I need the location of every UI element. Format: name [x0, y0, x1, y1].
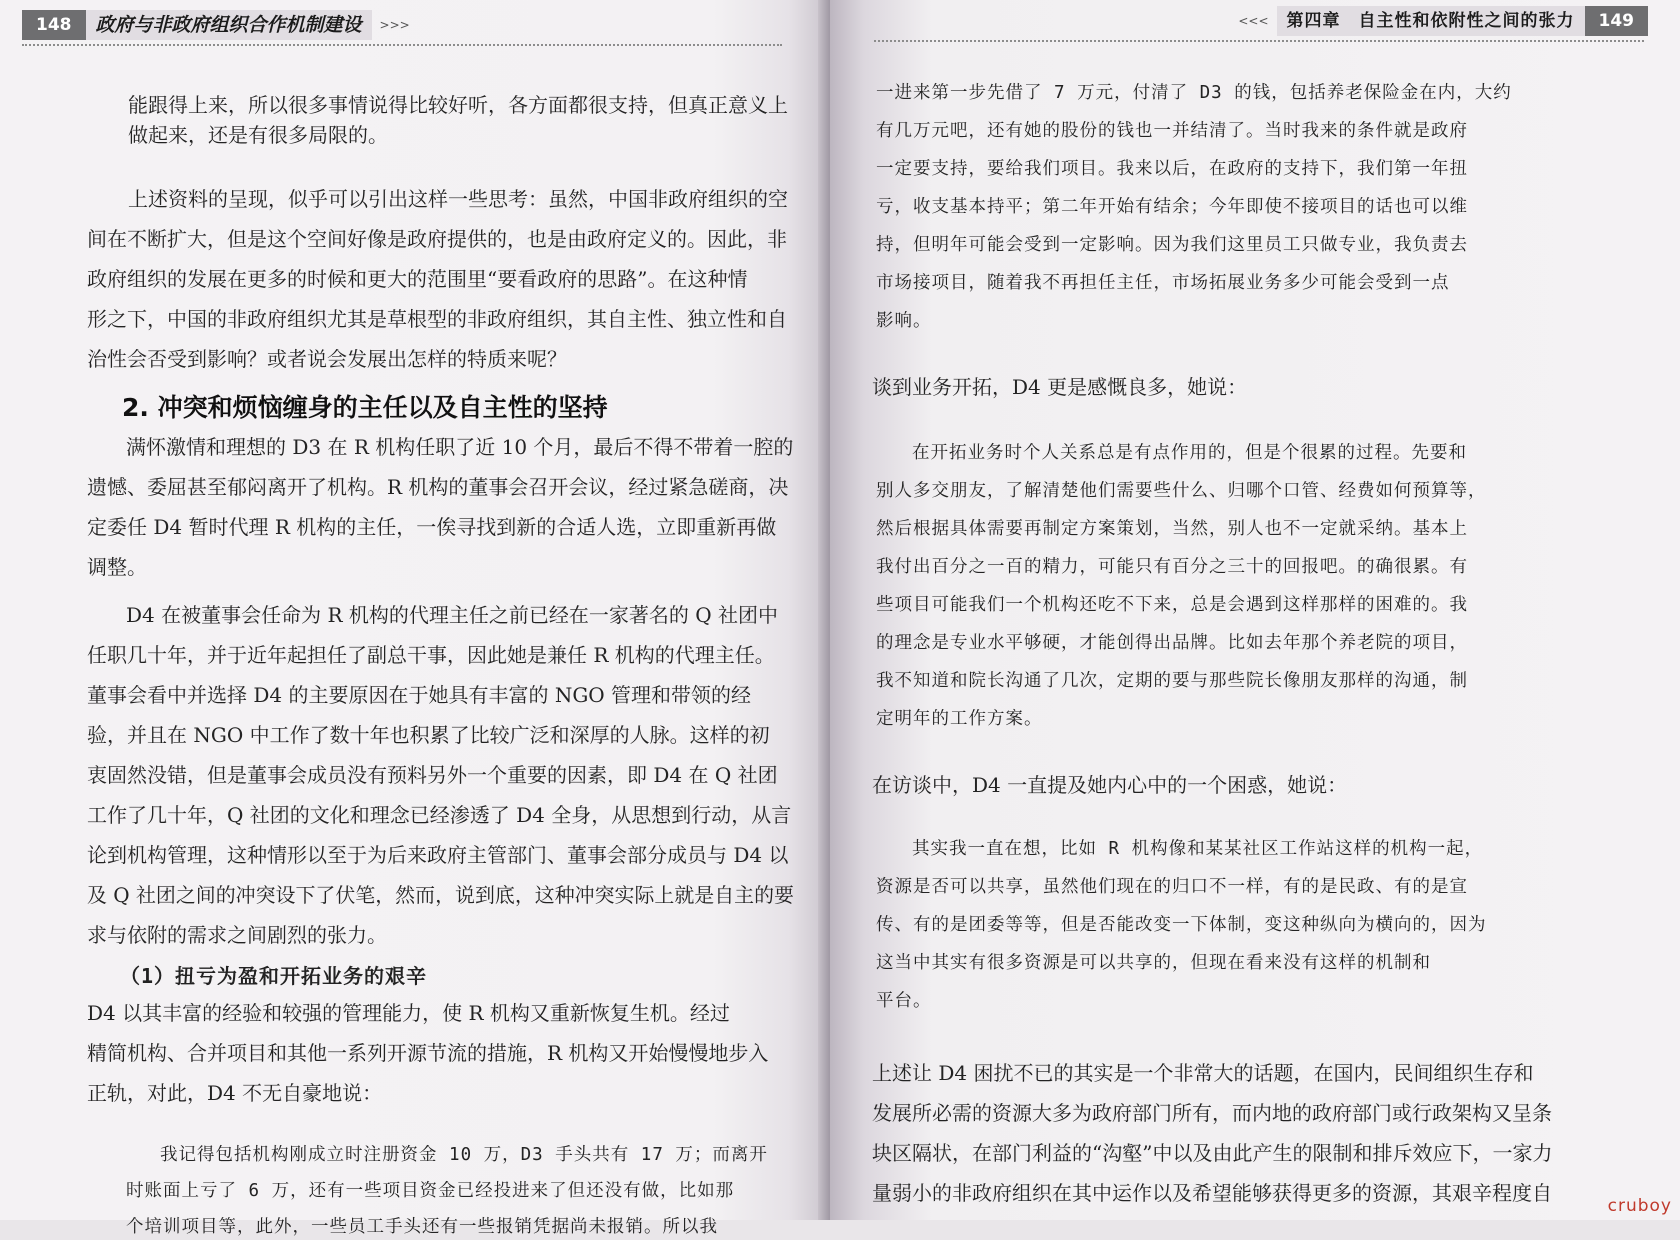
right-quote-line: 一进来第一步先借了 7 万元，付清了 D3 的钱，包括养老保险金在内，大约	[876, 83, 1512, 103]
left-quote-line: 我记得包括机构刚成立时注册资金 10 万，D3 手头共有 17 万；而离开	[160, 1145, 768, 1165]
left-line: 能跟得上来，所以很多事情说得比较好听，各方面都很支持，但真正意义上	[128, 93, 788, 117]
scan-watermark: cruboy	[1607, 1196, 1672, 1216]
left-line: 调整。	[87, 555, 147, 579]
left-line: 做起来，还是有很多局限的。	[128, 123, 388, 147]
left-line: 任职几十年，并于近年起担任了副总干事，因此她是兼任 R 机构的代理主任。	[87, 643, 775, 667]
left-line: 论到机构管理，这种情形以至于为后来政府主管部门、董事会部分成员与 D4 以	[87, 843, 789, 867]
left-line: 间在不断扩大，但是这个空间好像是政府提供的，也是由政府定义的。因此，非	[87, 227, 787, 251]
left-line: 精简机构、合并项目和其他一系列开源节流的措施，R 机构又开始慢慢地步入	[87, 1041, 769, 1065]
left-line: 工作了几十年，Q 社团的文化和理念已经渗透了 D4 全身，从思想到行动，从言	[87, 803, 792, 827]
right-quote-line: 持，但明年可能会受到一定影响。因为我们这里员工只做专业，我负责去	[876, 235, 1468, 255]
right-quote-line: 资源是否可以共享，虽然他们现在的归口不一样，有的是民政、有的是宣	[876, 877, 1468, 897]
right-line: 上述让 D4 困扰不已的其实是一个非常大的话题，在国内，民间组织生存和	[872, 1061, 1534, 1085]
right-quote-line: 然后根据具体需要再制定方案策划，当然，别人也不一定就采纳。基本上	[876, 519, 1468, 539]
left-running-title: 政府与非政府组织合作机制建设	[86, 10, 372, 40]
left-line: D4 以其丰富的经验和较强的管理能力，使 R 机构又重新恢复生机。经过	[87, 1001, 730, 1025]
right-quote-line: 亏，收支基本持平；第二年开始有结余；今年即使不接项目的话也可以维	[876, 197, 1468, 217]
right-quote-line: 市场接项目，随着我不再担任主任，市场拓展业务多少可能会受到一点	[876, 273, 1450, 293]
right-quote-line: 有几万元吧，还有她的股份的钱也一并结清了。当时我来的条件就是政府	[876, 121, 1468, 141]
right-quote-line: 我不知道和院长沟通了几次，定期的要与那些院长像朋友那样的沟通，制	[876, 671, 1468, 691]
right-quote-line: 我付出百分之一百的精力，可能只有百分之三十的回报吧。的确很累。有	[876, 557, 1468, 577]
left-header-arrows: >>>	[379, 18, 410, 32]
right-quote-line: 这当中其实有很多资源是可以共享的，但现在看来没有这样的机制和	[876, 953, 1431, 973]
right-page	[830, 0, 1680, 1220]
right-header-rule	[874, 40, 1644, 42]
section-heading: 2. 冲突和烦恼缠身的主任以及自主性的坚持	[122, 393, 608, 422]
right-quote-line: 在开拓业务时个人关系总是有点作用的，但是个很累的过程。先要和	[912, 443, 1467, 463]
left-quote-line: 时账面上亏了 6 万，还有一些项目资金已经投进来了但还没有做，比如那	[126, 1181, 735, 1201]
right-quote-line: 一定要支持，要给我们项目。我来以后，在政府的支持下，我们第一年扭	[876, 159, 1468, 179]
right-quote-line: 平台。	[876, 991, 932, 1011]
right-quote-line: 的理念是专业水平够硬，才能创得出品牌。比如去年那个养老院的项目，	[876, 633, 1468, 653]
right-quote-line: 其实我一直在想，比如 R 机构像和某某社区工作站这样的机构一起，	[912, 839, 1484, 859]
subsection-heading: （1）扭亏为盈和开拓业务的艰辛	[120, 964, 428, 988]
right-quote-line: 传、有的是团委等等，但是否能改变一下体制，变这种纵向为横向的，因为	[876, 915, 1487, 935]
left-line: D4 在被董事会任命为 R 机构的代理主任之前已经在一家著名的 Q 社团中	[126, 603, 779, 627]
right-line: 块区隔状，在部门利益的“沟壑”中以及由此产生的限制和排斥效应下，一家力	[872, 1141, 1553, 1165]
left-line: 满怀激情和理想的 D3 在 R 机构任职了近 10 个月，最后不得不带着一腔的	[126, 435, 794, 459]
left-header-rule	[22, 44, 782, 46]
right-line: 发展所必需的资源大多为政府部门所有，而内地的政府部门或行政架构又呈条	[872, 1101, 1552, 1125]
left-page-number: 148	[22, 10, 86, 40]
right-quote-line: 别人多交朋友，了解清楚他们需要些什么、归哪个口管、经费如何预算等，	[876, 481, 1487, 501]
left-line: 定委任 D4 暂时代理 R 机构的主任，一俟寻找到新的合适人选，立即重新再做	[87, 515, 777, 539]
left-page-header	[22, 10, 418, 40]
left-line: 遗憾、委屈甚至郁闷离开了机构。R 机构的董事会召开会议，经过紧急磋商，决	[87, 475, 789, 499]
right-line: 在访谈中，D4 一直提及她内心中的一个困惑，她说：	[872, 773, 1348, 797]
right-page-header	[1230, 6, 1648, 36]
right-quote-line: 影响。	[876, 311, 932, 331]
right-header-arrows: <<<	[1238, 14, 1269, 28]
left-line: 验，并且在 NGO 中工作了数十年也积累了比较广泛和深厚的人脉。这样的初	[87, 723, 770, 747]
left-line: 正轨，对此，D4 不无自豪地说：	[87, 1081, 383, 1105]
chapter-title: 第四章 自主性和依附性之间的张力	[1277, 6, 1585, 36]
right-quote-line: 定明年的工作方案。	[876, 709, 1043, 729]
left-line: 政府组织的发展在更多的时候和更大的范围里“要看政府的思路”。在这种情	[87, 267, 748, 291]
left-line: 求与依附的需求之间剧烈的张力。	[87, 923, 387, 947]
left-quote-line: 个培训项目等，此外，一些员工手头还有一些报销凭据尚未报销。所以我	[126, 1217, 718, 1237]
left-line: 董事会看中并选择 D4 的主要原因在于她具有丰富的 NGO 管理和带领的经	[87, 683, 752, 707]
right-page-number: 149	[1585, 6, 1649, 36]
right-line: 谈到业务开拓，D4 更是感慨良多，她说：	[872, 375, 1248, 399]
left-page	[0, 0, 830, 1237]
left-line: 形之下，中国的非政府组织尤其是草根型的非政府组织，其自主性、独立性和自	[87, 307, 787, 331]
right-quote-line: 些项目可能我们一个机构还吃不下来，总是会遇到这样那样的困难的。我	[876, 595, 1468, 615]
right-line: 量弱小的非政府组织在其中运作以及希望能够获得更多的资源，其艰辛程度自	[872, 1181, 1552, 1205]
left-line: 治性会否受到影响？或者说会发展出怎样的特质来呢？	[87, 347, 567, 371]
left-line: 衷固然没错，但是董事会成员没有预料另外一个重要的因素，即 D4 在 Q 社团	[87, 763, 778, 787]
left-line: 及 Q 社团之间的冲突设下了伏笔，然而，说到底，这种冲突实际上就是自主的要	[87, 883, 794, 907]
left-line: 上述资料的呈现，似乎可以引出这样一些思考：虽然，中国非政府组织的空	[128, 187, 788, 211]
